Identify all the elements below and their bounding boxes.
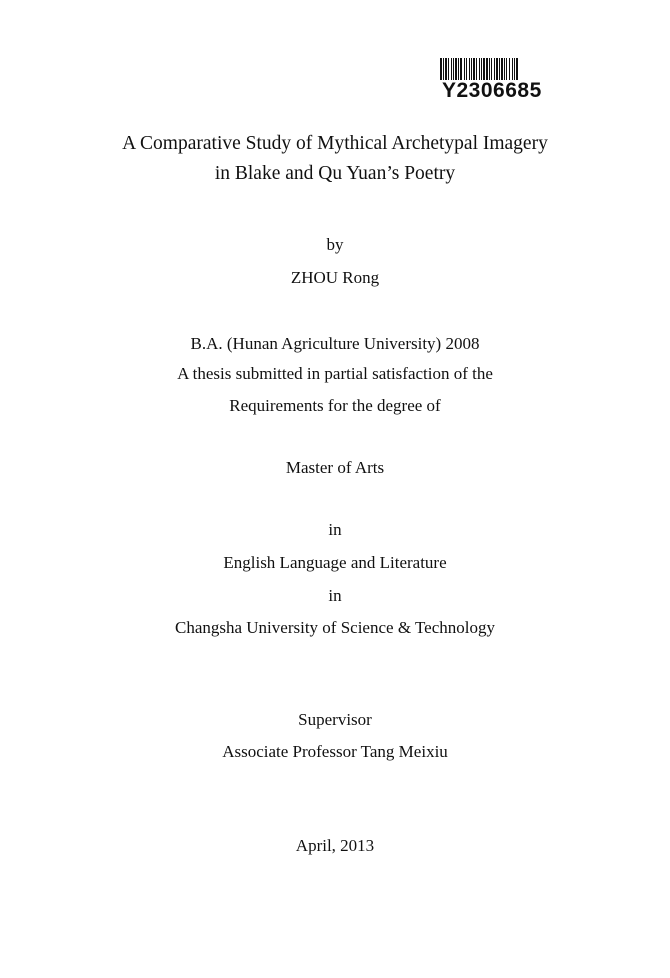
barcode-bar — [445, 58, 447, 80]
by-label: by — [326, 235, 344, 254]
barcode-bar — [469, 58, 470, 80]
barcode-bar — [464, 58, 465, 80]
supervisor-name: Associate Professor Tang Meixiu — [222, 742, 448, 761]
thesis-statement-line-2: Requirements for the degree of — [229, 396, 441, 415]
barcode-bar — [494, 58, 495, 80]
thesis-statement-line-1: A thesis submitted in partial satisfaction of the — [177, 364, 493, 383]
barcode-bar — [516, 58, 518, 80]
barcode-bar — [458, 58, 459, 80]
barcode-bar — [448, 58, 449, 80]
barcode-bar — [483, 58, 485, 80]
barcode-bar — [471, 58, 472, 80]
barcode-bar — [443, 58, 444, 80]
barcode-number: Y2306685 — [442, 79, 542, 102]
barcode-bar — [481, 58, 482, 80]
title-line-2: in Blake and Qu Yuan’s Poetry — [214, 163, 456, 184]
barcode-bar — [499, 58, 500, 80]
supervisor-label: Supervisor — [298, 710, 372, 729]
barcode-bars — [440, 58, 558, 80]
barcode-bar — [451, 58, 452, 80]
barcode — [440, 58, 558, 102]
barcode-bar — [453, 58, 454, 80]
university-name: Changsha University of Science & Technology — [174, 618, 495, 637]
barcode-bar — [489, 58, 490, 80]
barcode-bar — [486, 58, 488, 80]
barcode-bar — [466, 58, 467, 80]
barcode-bar — [514, 58, 515, 80]
author-name: ZHOU Rong — [290, 268, 380, 287]
barcode-bar — [476, 58, 477, 80]
field-of-study: English Language and Literature — [223, 553, 447, 572]
degree-name: Master of Arts — [285, 458, 385, 477]
barcode-bar — [460, 58, 462, 80]
title-line-1: A Comparative Study of Mythical Archetypal Imagery — [122, 133, 548, 154]
barcode-bar — [512, 58, 513, 80]
barcode-bar — [491, 58, 492, 80]
barcode-bar — [501, 58, 503, 80]
in-label-1: in — [328, 520, 342, 539]
barcode-bar — [509, 58, 510, 80]
prior-degree: B.A. (Hunan Agriculture University) 2008 — [190, 334, 480, 353]
submission-date: April, 2013 — [295, 836, 375, 855]
barcode-bar — [506, 58, 507, 80]
in-label-2: in — [328, 586, 342, 605]
barcode-bar — [496, 58, 498, 80]
barcode-bar — [504, 58, 505, 80]
barcode-bar — [479, 58, 480, 80]
barcode-bar — [455, 58, 457, 80]
barcode-bar — [473, 58, 475, 80]
barcode-bar — [440, 58, 442, 80]
